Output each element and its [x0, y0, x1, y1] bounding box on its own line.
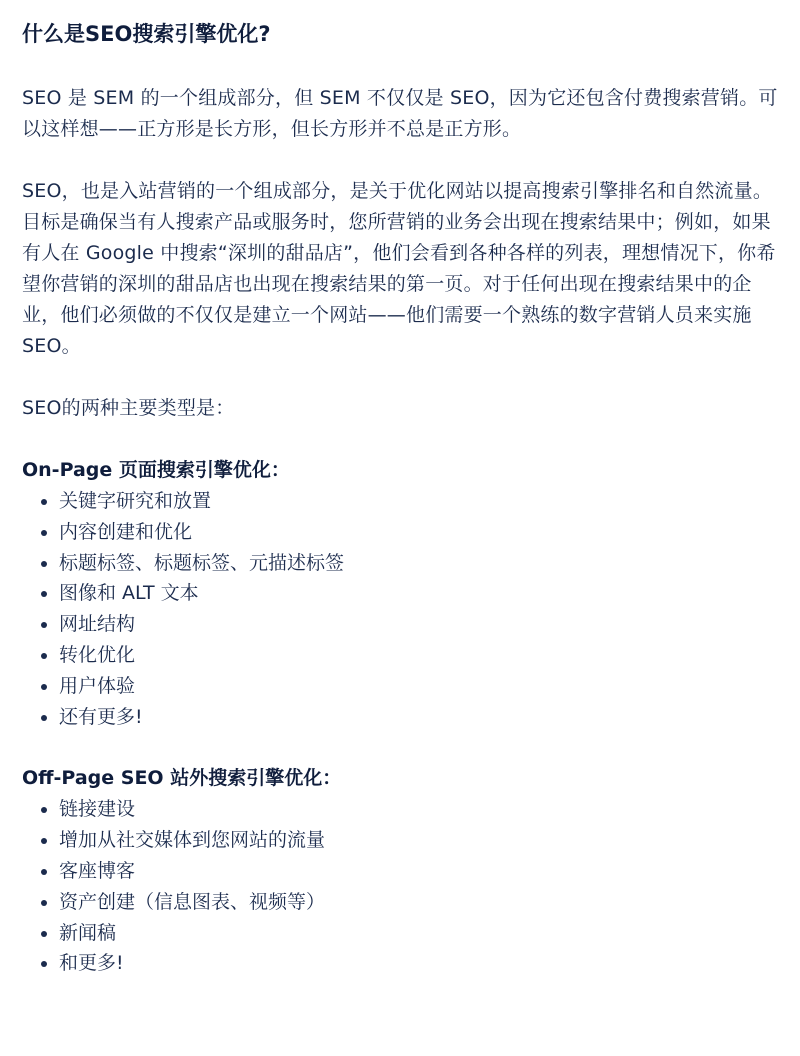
list-item-text: 新闻稿	[59, 921, 117, 944]
bullet-icon	[41, 561, 47, 567]
intro-paragraph: SEO 是 SEM 的一个组成部分，但 SEM 不仅仅是 SEO，因为它还包含付费搜索营销。可以这样想——正方形是长方形，但长方形并不总是正方形。	[22, 87, 778, 140]
list-item	[22, 948, 778, 979]
bullet-icon	[41, 715, 47, 721]
bullet-icon	[41, 499, 47, 505]
bullet-icon	[41, 807, 47, 813]
list-item	[22, 887, 778, 918]
bullet-icon	[41, 931, 47, 937]
list-item	[22, 609, 778, 640]
seo-description-paragraph: SEO，也是入站营销的一个组成部分，是关于优化网站以提高搜索引擎排名和自然流量。目标是确保当有人搜索产品或服务时，您所营销的业务会出现在搜索结果中；例如，如果有人在 Google 中搜索“深圳的甜品店”，他们会看到各种各样的列表，理想情况下，你希望你营销的深圳的甜品店也出现在搜索结果的第一页。对于任何出现在搜索结果中的企业，他们必须做的不仅仅是建立一个网站——他们需要一个熟练的数字营销人员来实施 SEO。	[22, 180, 776, 357]
list-item-text: 图像和 ALT 文本	[59, 582, 199, 605]
bullet-icon	[41, 684, 47, 690]
list-item-text: 和更多!	[59, 952, 124, 975]
list-item	[22, 825, 778, 856]
list-item-text: 资产创建（信息图表、视频等）	[59, 890, 326, 913]
list-item	[22, 578, 778, 609]
article-title: 什么是SEO搜索引擎优化?	[22, 22, 271, 46]
bullet-icon	[41, 622, 47, 628]
bullet-icon	[41, 961, 47, 967]
list-item-text: 链接建设	[59, 798, 136, 821]
list-item-text: 关键字研究和放置	[59, 490, 212, 512]
off-page-list	[22, 794, 778, 979]
list-item	[22, 794, 778, 825]
list-item-text: 客座博客	[59, 859, 136, 882]
list-item-text: 标题标签、标题标签、元描述标签	[59, 551, 345, 574]
list-item	[22, 702, 778, 733]
bullet-icon	[41, 869, 47, 875]
bullet-icon	[41, 900, 47, 906]
bullet-icon	[41, 530, 47, 536]
list-item-text: 内容创建和优化	[59, 520, 193, 543]
bullet-icon	[41, 838, 47, 844]
on-page-heading: On-Page 页面搜索引擎优化：	[22, 459, 290, 481]
list-item-text: 网址结构	[59, 613, 136, 636]
bullet-icon	[41, 653, 47, 659]
bullet-icon	[41, 591, 47, 597]
off-page-heading: Off-Page SEO 站外搜索引擎优化：	[22, 767, 342, 790]
list-item	[22, 548, 778, 579]
list-item	[22, 640, 778, 671]
list-item	[22, 517, 778, 548]
list-item-text: 增加从社交媒体到您网站的流量	[59, 829, 326, 852]
list-item	[22, 856, 778, 887]
on-page-list	[22, 486, 778, 732]
list-item	[22, 486, 778, 517]
seo-types-intro: SEO的两种主要类型是：	[22, 397, 235, 419]
list-item	[22, 671, 778, 702]
list-item-text: 用户体验	[59, 674, 136, 697]
list-item-text: 转化优化	[59, 643, 136, 666]
list-item	[22, 918, 778, 949]
list-item-text: 还有更多!	[59, 705, 143, 728]
